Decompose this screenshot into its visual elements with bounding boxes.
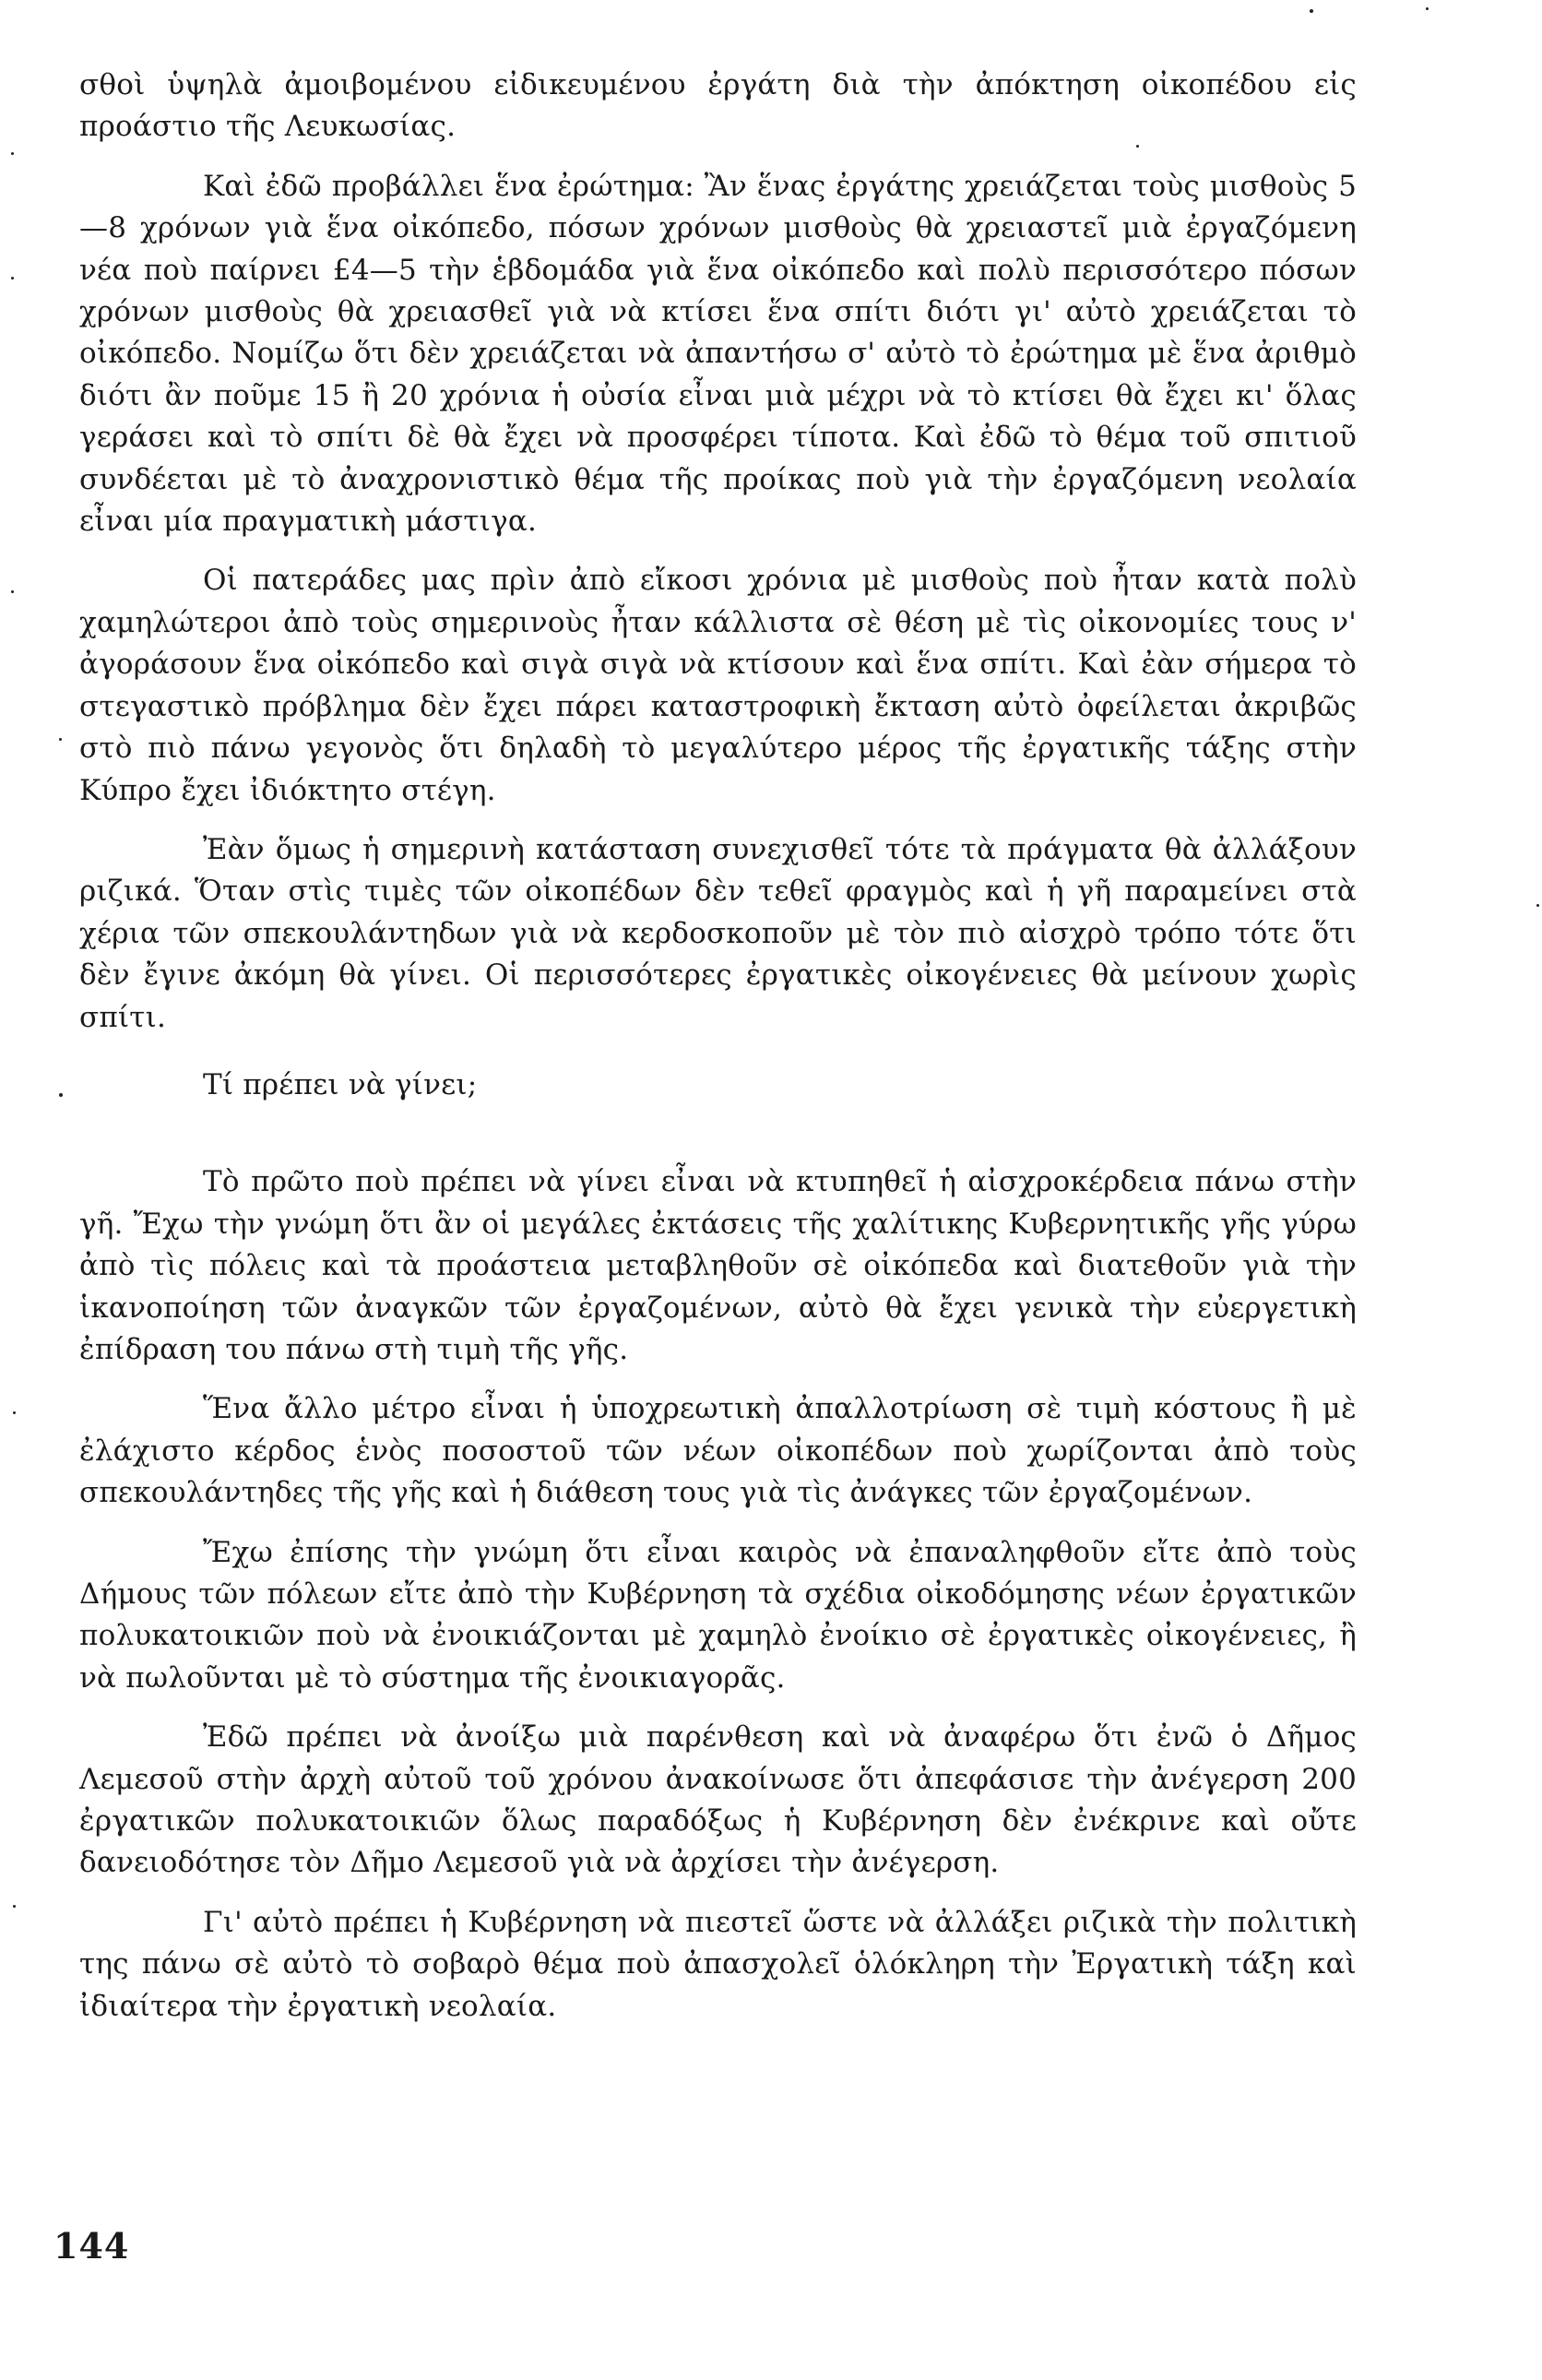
- scan-speck: [11, 590, 14, 593]
- section-heading: Τί πρέπει νὰ γίνει;: [203, 1067, 478, 1101]
- scan-speck: [1136, 145, 1139, 148]
- paragraph-fathers: Οἱ πατεράδες μας πρὶν ἀπὸ εἴκοσι χρόνια μὲ μισθοὺς ποὺ ἦταν κατὰ πολὺ χαμηλώτεροι ἀπὸ τοὺς σημερινοὺς ἦταν κάλλιστα σὲ θέση μὲ τὶς οἰκονομίες τους ν' ἀγοράσουν ἕνα οἰκόπεδο καὶ σιγὰ σιγὰ νὰ κτίσουν καὶ ἕνα σπίτι. Καὶ ἐὰν σήμερα τὸ στεγαστικὸ πρόβλημα δὲν ἔχει πάρει καταστροφικὴ ἔκταση αὐτὸ ὀφείλεται ἀκριβῶς στὸ πιὸ πάνω γεγονὸς ὅτι δηλαδὴ τὸ μεγαλύτερο μέρος τῆς ἐργατικῆς τάξης στὴν Κύπρο ἔχει ἰδιόκτητο στέγη.: [79, 564, 1357, 807]
- paragraph-conclusion: Γι' αὐτὸ πρέπει ἡ Κυβέρνηση νὰ πιεστεῖ ὥστε νὰ ἀλλάξει ριζικὰ τὴν πολιτικὴ της πάνω σὲ αὐτὸ τὸ σοβαρὸ θέμα ποὺ ἀπασχολεῖ ὁλόκληρη τὴν Ἐργατικὴ τάξη καὶ ἰδιαίτερα τὴν ἐργατικὴ νεολαία.: [79, 1905, 1357, 2023]
- scan-speck: [1536, 904, 1539, 907]
- scan-speck: [11, 152, 14, 155]
- page-number: 144: [53, 2225, 130, 2267]
- scan-speck: [13, 1411, 16, 1414]
- paragraph-continuation: σθοὶ ὑψηλὰ ἀμοιβομένου εἰδικευμένου ἐργάτη διὰ τὴν ἀπόκτηση οἰκοπέδου εἰς προάστιο τῆς Λευκωσίας.: [79, 68, 1357, 144]
- paragraph-question: Καὶ ἐδῶ προβάλλει ἕνα ἐρώτημα: Ἂν ἕνας ἐργάτης χρειάζεται τοὺς μισθοὺς 5—8 χρόνων γιὰ ἕνα οἰκόπεδο, πόσων χρόνων μισθοὺς θὰ χρειαστεῖ μιὰ ἐργαζόμενη νέα ποὺ παίρνει £4—5 τὴν ἑβδομάδα γιὰ ἕνα οἰκόπεδο καὶ πολὺ περισσότερο πόσων χρόνων μισθοὺς θὰ χρειασθεῖ γιὰ νὰ κτίσει ἕνα σπίτι διότι γι' αὐτὸ χρειάζεται τὸ οἰκόπεδο. Νομίζω ὅτι δὲν χρειάζεται νὰ ἀπαντήσω σ' αὐτὸ τὸ ἐρώτημα μὲ ἕνα ἀριθμὸ διότι ἂν ποῦμε 15 ἢ 20 χρόνια ἡ οὐσία εἶναι μιὰ μέχρι νὰ τὸ κτίσει θὰ ἔχει κι' ὅλας γεράσει καὶ τὸ σπίτι δὲ θὰ ἔχει νὰ προσφέρει τίποτα. Καὶ ἐδῶ τὸ θέμα τοῦ σπιτιοῦ συνδέεται μὲ τὸ ἀναχρονιστικὸ θέμα τῆς προίκας ποὺ γιὰ τὴν ἐργαζόμενη νεολαία εἶναι μία πραγματικὴ μάστιγα.: [79, 169, 1357, 539]
- scan-speck: [1426, 7, 1429, 10]
- paragraph-situation: Ἐὰν ὅμως ἡ σημερινὴ κατάσταση συνεχισθεῖ τότε τὰ πράγματα θὰ ἀλλάξουν ριζικά. Ὅταν στὶς τιμὲς τῶν οἰκοπέδων δὲν τεθεῖ φραγμὸς καὶ ἡ γῆ παραμείνει στὰ χέρια τῶν σπεκουλάντηδων γιὰ νὰ κερδοσκοποῦν μὲ τὸν πιὸ αἰσχρὸ τρόπο τότε ὅτι δὲν ἔγινε ἀκόμη θὰ γίνει. Οἱ περισσότερες ἐργατικὲς οἰκογένειες θὰ μείνουν χωρὶς σπίτι.: [79, 832, 1357, 1034]
- paragraph-expropriation: Ἕνα ἄλλο μέτρο εἶναι ἡ ὑποχρεωτικὴ ἀπαλλοτρίωση σὲ τιμὴ κόστους ἢ μὲ ἐλάχιστο κέρδος ἑνὸς ποσοστοῦ τῶν νέων οἰκοπέδων ποὺ χωρίζονται ἀπὸ τοὺς σπεκουλάντηδες τῆς γῆς καὶ ἡ διάθεση τους γιὰ τὶς ἀνάγκες τῶν ἐργαζομένων.: [79, 1392, 1357, 1510]
- scan-speck: [59, 1093, 63, 1097]
- paragraph-housing-plans: Ἔχω ἐπίσης τὴν γνώμη ὅτι εἶναι καιρὸς νὰ ἐπαναληφθοῦν εἴτε ἀπὸ τοὺς Δήμους τῶν πόλεων εἴτε ἀπὸ τὴν Κυβέρνηση τὰ σχέδια οἰκοδόμησης νέων ἐργατικῶν πολυκατοικιῶν ποὺ νὰ ἐνοικιάζονται μὲ χαμηλὸ ἐνοίκιο σὲ ἐργατικὲς οἰκογένειες, ἢ νὰ πωλοῦνται μὲ τὸ σύστημα τῆς ἐνοικιαγορᾶς.: [79, 1535, 1357, 1695]
- scan-speck: [11, 277, 14, 280]
- scan-speck: [13, 1905, 16, 1908]
- scan-speck: [1310, 9, 1313, 13]
- paragraph-limassol: Ἐδῶ πρέπει νὰ ἀνοίξω μιὰ παρένθεση καὶ νὰ ἀναφέρω ὅτι ἐνῶ ὁ Δῆμος Λεμεσοῦ στὴν ἀρχὴ αὐτοῦ τοῦ χρόνου ἀνακοίνωσε ὅτι ἀπεφάσισε τὴν ἀνέγερση 200 ἐργατικῶν πολυκατοικιῶν ὅλως παραδόξως ἡ Κυβέρνηση δὲν ἐνέκρινε καὶ οὔτε δανειοδότησε τὸν Δῆμο Λεμεσοῦ γιὰ νὰ ἀρχίσει τὴν ἀνέγερση.: [79, 1720, 1357, 1880]
- body-text: [79, 65, 1357, 2045]
- scan-speck: [59, 738, 62, 741]
- paragraph-first-measure: Τὸ πρῶτο ποὺ πρέπει νὰ γίνει εἶναι νὰ κτυπηθεῖ ἡ αἰσχροκέρδεια πάνω στὴν γῆ. Ἔχω τὴν γνώμη ὅτι ἂν οἱ μεγάλες ἐκτάσεις τῆς χαλίτικης Κυβερνητικῆς γῆς γύρω ἀπὸ τὶς πόλεις καὶ τὰ προάστεια μεταβληθοῦν σὲ οἰκόπεδα καὶ διατεθοῦν γιὰ τὴν ἱκανοποίηση τῶν ἀναγκῶν τῶν ἐργαζομένων, αὐτὸ θὰ ἔχει γενικὰ τὴν εὐεργετικὴ ἐπίδραση του πάνω στὴ τιμὴ τῆς γῆς.: [79, 1165, 1357, 1366]
